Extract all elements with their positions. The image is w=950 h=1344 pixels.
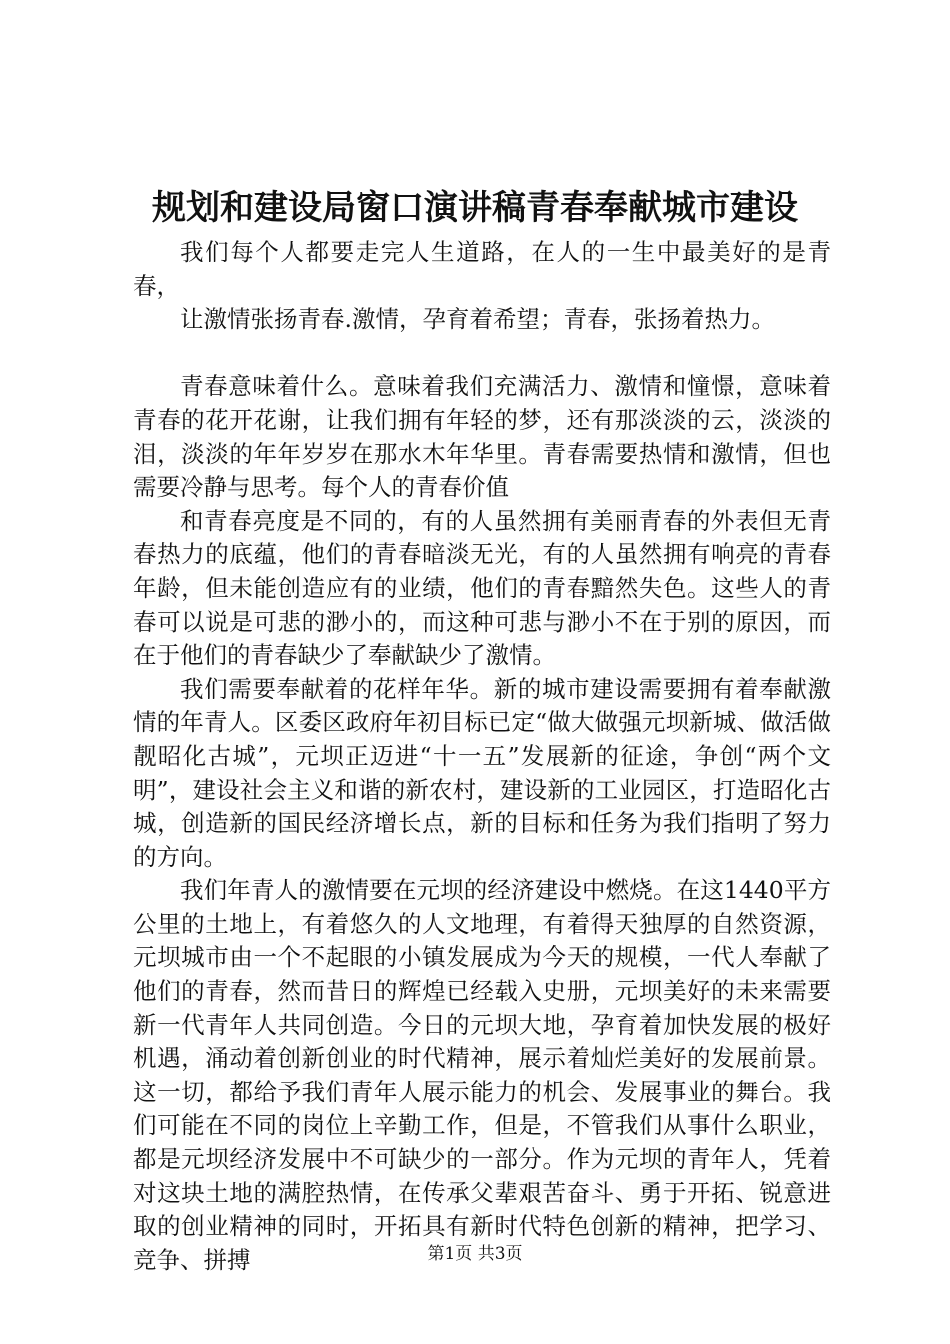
paragraph-2: 让激情张扬青春.激情，孕育着希望；青春，张扬着热力。 bbox=[180, 305, 775, 334]
paragraph-5: 我们需要奉献着的花样年华。新的城市建设需要拥有着奉献激情的年青人。区委区政府年初目标已定“做大做强元坝新城、做活做靓昭化古城”，元坝正迈进“十一五”发展新的征途，争创“两个文明”，建设社会主义和谐的新农村，建设新的工业园区，打造昭化古城，创造新的国民经济增长点，新的目标和任务为我们指明了努力的方向。 bbox=[133, 674, 831, 871]
document-title: 规划和建设局窗口演讲稿青春奉献城市建设 bbox=[152, 188, 798, 228]
paragraph-6: 我们年青人的激情要在元坝的经济建设中燃烧。在这1440平方公里的土地上，有着悠久的人文地理，有着得天独厚的自然资源，元坝城市由一个不起眼的小镇发展成为今天的规模，一代人奉献了他们的青春，然而昔日的辉煌已经载入史册，元坝美好的未来需要新一代青年人共同创造。今日的元坝大地，孕育着加快发展的极好机遇，涌动着创新创业的时代精神，展示着灿烂美好的发展前景。这一切，都给予我们青年人展示能力的机会、发展事业的舞台。我们可能在不同的岗位上辛勤工作，但是，不管我们从事什么职业，都是元坝经济发展中不可缺少的一部分。作为元坝的青年人，凭着对这块土地的满腔热情，在传承父辈艰苦奋斗、勇于开拓、锐意进取的创业精神的同时，开拓具有新时代特色创新的精神，把学习、竞争、拼搏 bbox=[133, 876, 831, 1274]
paragraph-1: 我们每个人都要走完人生道路，在人的一生中最美好的是青春， bbox=[133, 238, 831, 300]
blank-line bbox=[133, 337, 831, 371]
paragraph-3: 青春意味着什么。意味着我们充满活力、激情和憧憬，意味着青春的花开花谢，让我们拥有年轻的梦，还有那淡淡的云，淡淡的泪，淡淡的年年岁岁在那水木年华里。青春需要热情和激情，但也需要冷静与思考。每个人的青春价值 bbox=[133, 372, 831, 502]
document-body bbox=[133, 236, 831, 1277]
paragraph-4: 和青春亮度是不同的，有的人虽然拥有美丽青春的外表但无青春热力的底蕴，他们的青春暗淡无光，有的人虽然拥有响亮的青春年龄，但未能创造应有的业绩，他们的青春黯然失色。这些人的青春可以说是可悲的渺小的，而这种可悲与渺小不在于别的原因，而在于他们的青春缺少了奉献缺少了激情。 bbox=[133, 506, 831, 670]
page-footer: 第1页 共3页 bbox=[427, 1244, 523, 1264]
